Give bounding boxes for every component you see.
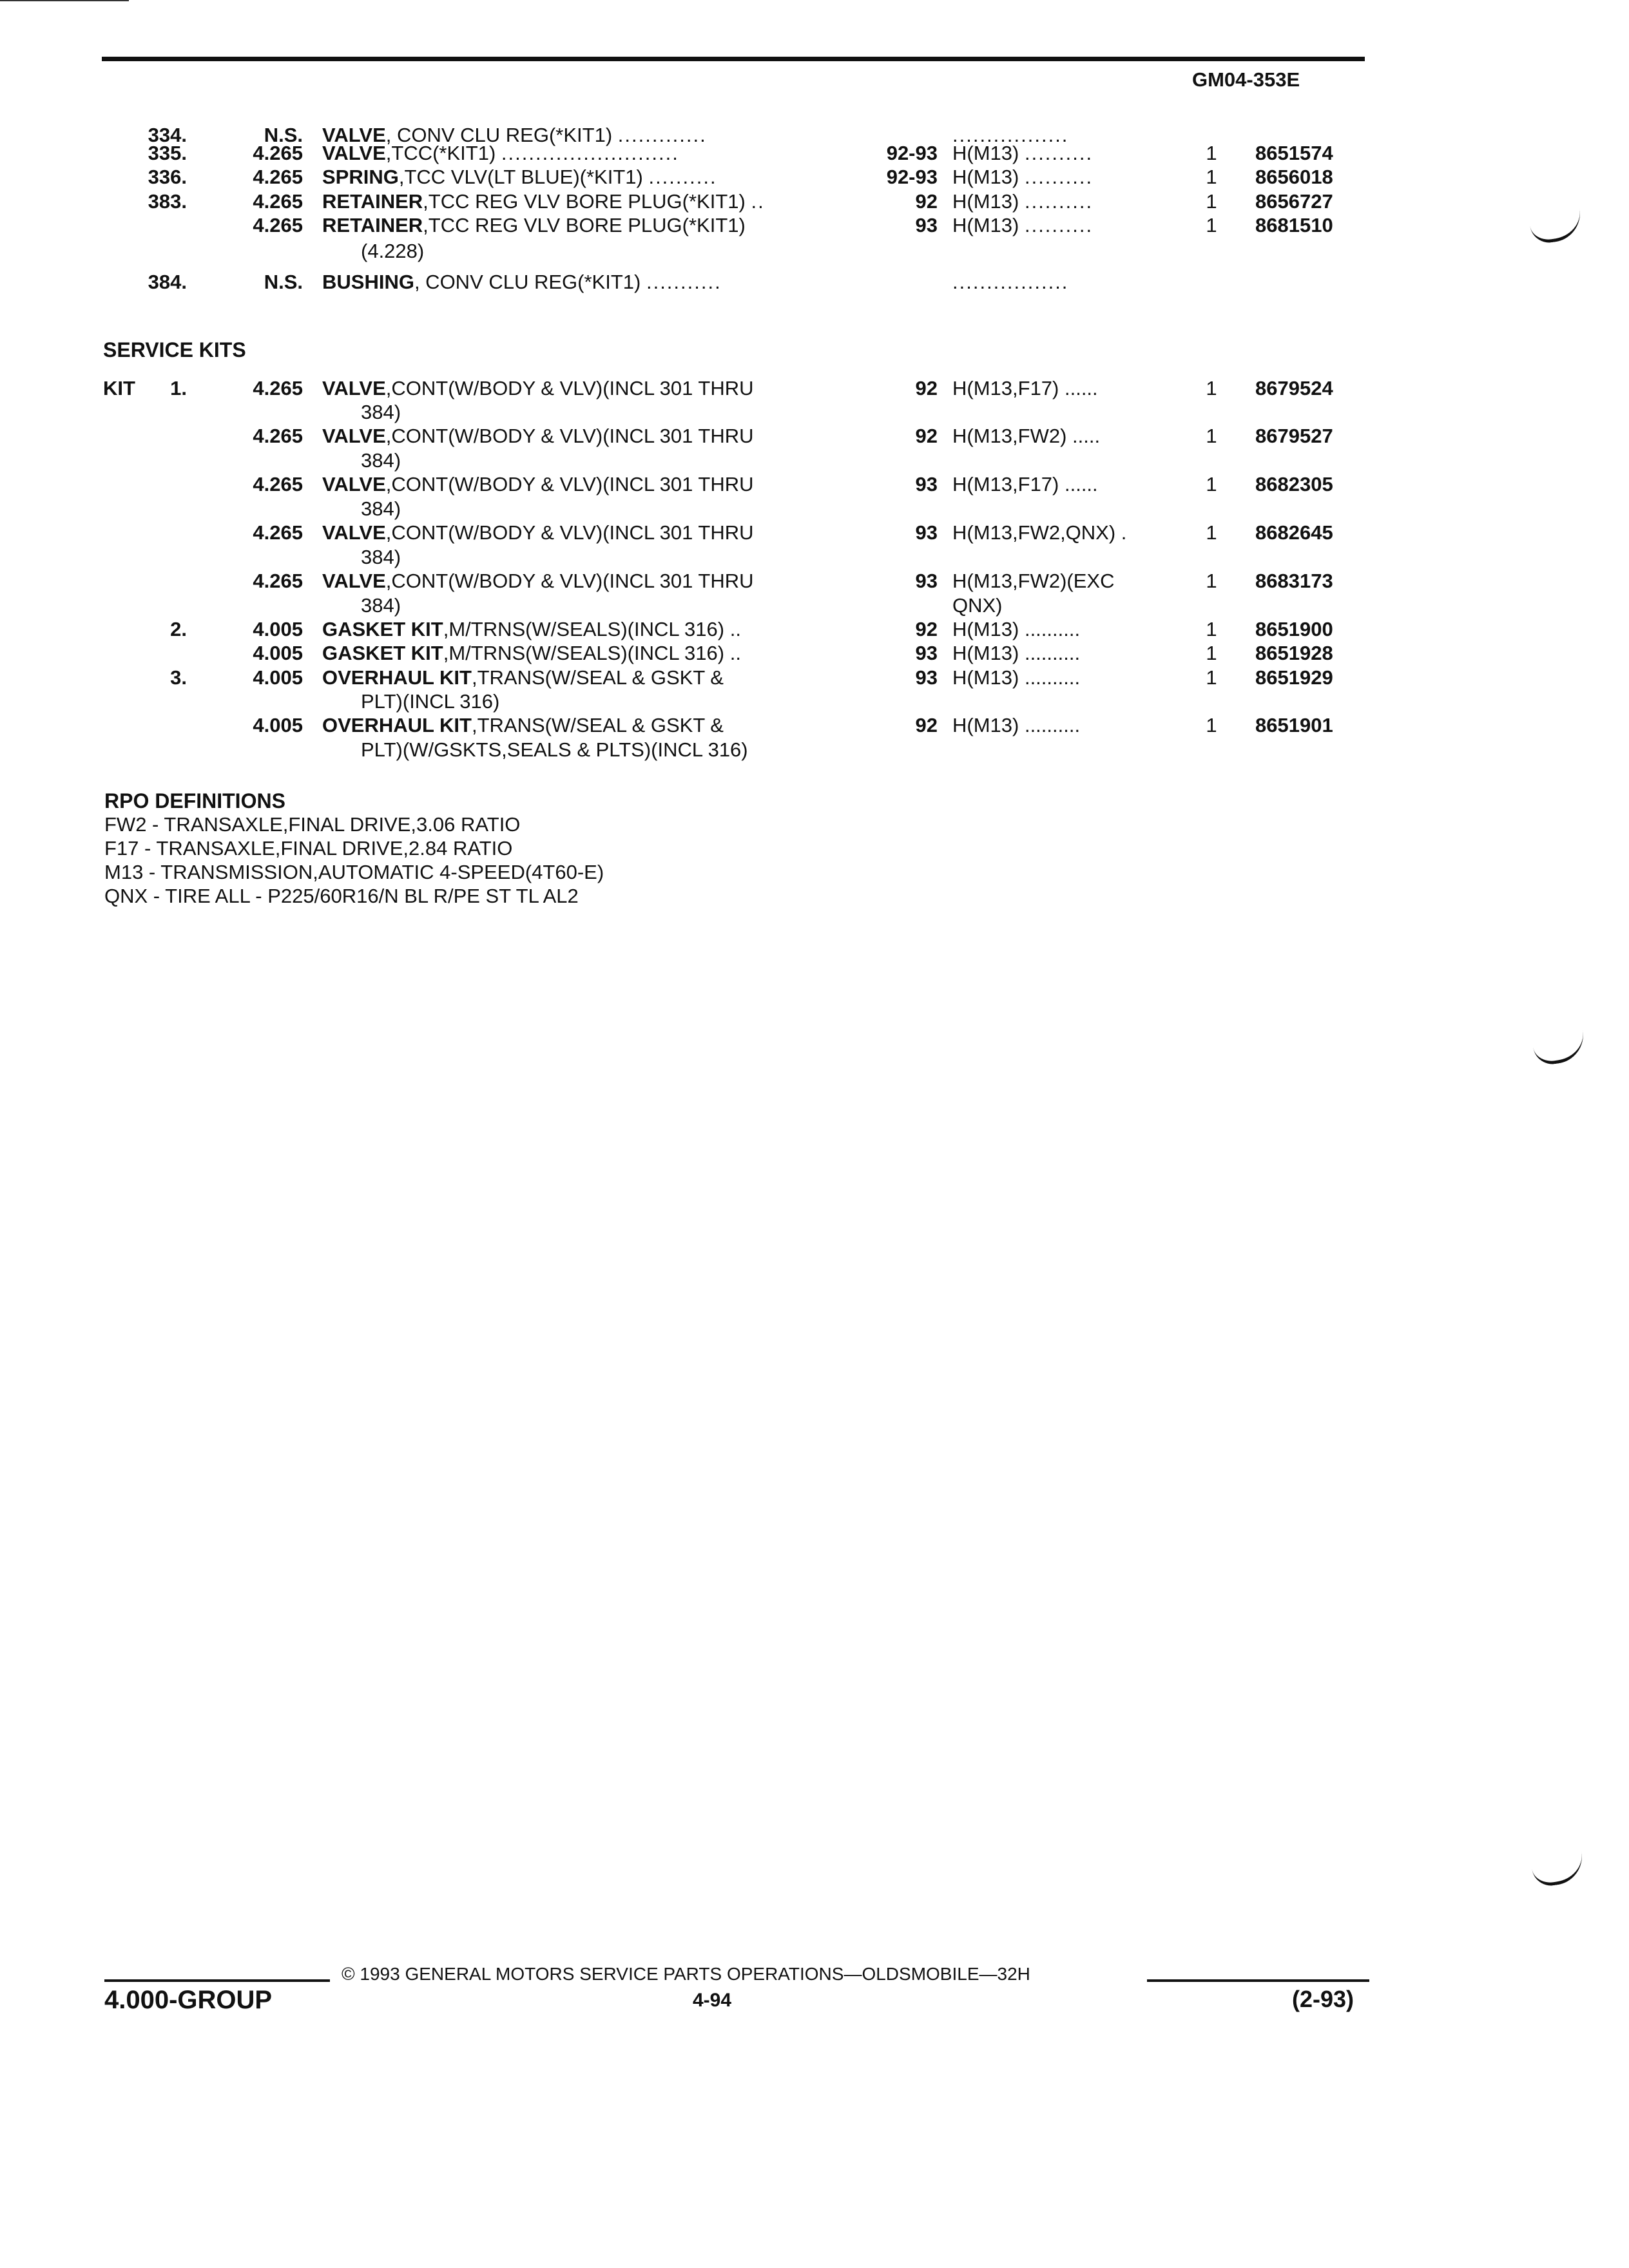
part-description xyxy=(322,377,754,400)
part-name: OVERHAUL KIT xyxy=(322,714,472,736)
kit-row xyxy=(0,425,1629,448)
usage-dots: .......... xyxy=(1024,166,1094,188)
part-detail: ,CONT(W/BODY & VLV)(INCL 301 THRU xyxy=(385,473,754,495)
ref-number: 334. xyxy=(148,124,187,146)
part-name: VALVE xyxy=(322,142,386,164)
part-number: 8682645 xyxy=(1255,521,1333,544)
quantity: 1 xyxy=(1206,570,1217,592)
usage-code: H(M13) .......... xyxy=(952,618,1081,640)
usage-text: H(M13) xyxy=(952,214,1019,236)
part-description xyxy=(322,473,754,496)
part-description xyxy=(322,190,765,213)
binder-mark xyxy=(1528,209,1583,245)
kit-row xyxy=(0,473,1629,496)
model-year: 93 xyxy=(915,473,938,495)
usage-code: H(M13,FW2) ..... xyxy=(952,425,1101,447)
part-row xyxy=(0,166,1629,189)
part-name: GASKET KIT xyxy=(322,618,443,640)
group-number: 4.265 xyxy=(253,377,303,399)
quantity: 1 xyxy=(1206,521,1217,544)
usage-text: H(M13) xyxy=(952,190,1019,213)
usage-code: H(M13,FW2)(EXC xyxy=(952,570,1115,592)
kit-row xyxy=(0,618,1629,641)
part-number: 8651928 xyxy=(1255,642,1333,664)
part-description xyxy=(322,570,754,593)
part-description xyxy=(322,271,722,294)
model-year: 92 xyxy=(915,618,938,640)
rpo-item: QNX - TIRE ALL - P225/60R16/N BL R/PE ST TL AL2 xyxy=(104,885,579,907)
kit-row xyxy=(0,666,1629,689)
model-year: 93 xyxy=(915,666,938,689)
part-detail: ,CONT(W/BODY & VLV)(INCL 301 THRU xyxy=(385,521,754,544)
quantity: 1 xyxy=(1206,214,1217,236)
usage-dots: ................. xyxy=(952,271,1069,293)
usage-code: H(M13,FW2,QNX) . xyxy=(952,521,1127,544)
kit-row xyxy=(0,570,1629,593)
footer-copyright: © 1993 GENERAL MOTORS SERVICE PARTS OPERATIONS—OLDSMOBILE—32H xyxy=(342,1964,1030,1984)
group-number: 4.265 xyxy=(253,190,303,213)
model-year: 93 xyxy=(915,570,938,592)
model-year: 92 xyxy=(915,425,938,447)
part-detail: ,CONT(W/BODY & VLV)(INCL 301 THRU xyxy=(385,377,754,399)
usage-code xyxy=(952,214,1093,237)
document-id: GM04-353E xyxy=(1192,68,1300,91)
header-rule xyxy=(102,57,1365,61)
part-name: VALVE xyxy=(322,570,386,592)
usage-code: H(M13) .......... xyxy=(952,642,1081,664)
part-detail: ,TRANS(W/SEAL & GSKT & xyxy=(471,714,724,736)
part-detail: , CONV CLU REG(*KIT1) xyxy=(414,271,641,293)
group-number: 4.005 xyxy=(253,642,303,664)
group-number: 4.265 xyxy=(253,425,303,447)
model-year: 93 xyxy=(915,642,938,664)
part-name: VALVE xyxy=(322,425,386,447)
quantity: 1 xyxy=(1206,666,1217,689)
part-name: SPRING xyxy=(322,166,399,188)
quantity: 1 xyxy=(1206,714,1217,736)
usage-continuation: QNX) xyxy=(952,594,1003,617)
model-year: 93 xyxy=(915,521,938,544)
group-number: 4.265 xyxy=(253,214,303,236)
usage-code: H(M13) .......... xyxy=(952,714,1081,736)
part-detail: ,TCC REG VLV BORE PLUG(*KIT1) xyxy=(423,214,746,236)
footer-page-number: 4-94 xyxy=(693,1990,732,2011)
quantity: 1 xyxy=(1206,473,1217,495)
usage-code: H(M13,F17) ...... xyxy=(952,473,1098,495)
usage-text: H(M13) xyxy=(952,166,1019,188)
part-description xyxy=(322,166,717,189)
part-detail: ,TCC VLV(LT BLUE)(*KIT1) xyxy=(398,166,643,188)
description-continuation: PLT)(W/GSKTS,SEALS & PLTS)(INCL 316) xyxy=(361,738,748,761)
quantity: 1 xyxy=(1206,190,1217,213)
part-name: VALVE xyxy=(322,521,386,544)
part-description xyxy=(322,618,741,641)
model-year: 92 xyxy=(915,190,938,213)
kit-row xyxy=(0,642,1629,665)
kit-row xyxy=(0,521,1629,544)
part-detail: ,TCC(*KIT1) xyxy=(385,142,496,164)
part-number: 8683173 xyxy=(1255,570,1333,592)
binder-mark xyxy=(1530,1852,1585,1888)
model-year: 92 xyxy=(915,377,938,399)
ref-number: 1. xyxy=(170,377,187,399)
part-number: 8679527 xyxy=(1255,425,1333,447)
part-number: 8651900 xyxy=(1255,618,1333,640)
part-detail: ,M/TRNS(W/SEALS)(INCL 316) .. xyxy=(443,642,741,664)
group-number: 4.265 xyxy=(253,570,303,592)
part-name: GASKET KIT xyxy=(322,642,443,664)
part-row xyxy=(0,271,1629,294)
footer-rule-right xyxy=(1147,1979,1369,1982)
part-number: 8679524 xyxy=(1255,377,1333,399)
leader-dots: ............. xyxy=(617,124,707,146)
part-name: RETAINER xyxy=(322,190,423,213)
part-number: 8651929 xyxy=(1255,666,1333,689)
leader-dots: ........... xyxy=(646,271,722,293)
description-continuation: 384) xyxy=(361,449,401,472)
usage-code: H(M13) .......... xyxy=(952,666,1081,689)
usage-dots: .......... xyxy=(1024,214,1094,236)
leader-dots: .......................... xyxy=(501,142,679,164)
part-row xyxy=(0,214,1629,237)
quantity: 1 xyxy=(1206,642,1217,664)
quantity: 1 xyxy=(1206,618,1217,640)
ref-number: 2. xyxy=(170,618,187,640)
part-number: 8656727 xyxy=(1255,190,1333,213)
part-detail: ,TRANS(W/SEAL & GSKT & xyxy=(471,666,724,689)
ref-number: 384. xyxy=(148,271,187,293)
usage-dots: .......... xyxy=(1024,142,1094,164)
quantity: 1 xyxy=(1206,377,1217,399)
footer-date: (2-93) xyxy=(1292,1986,1354,2012)
rpo-item: F17 - TRANSAXLE,FINAL DRIVE,2.84 RATIO xyxy=(104,837,513,860)
group-number: 4.005 xyxy=(253,714,303,736)
kit-row xyxy=(0,714,1629,737)
usage-code xyxy=(952,142,1093,165)
part-name: VALVE xyxy=(322,473,386,495)
part-description xyxy=(322,714,724,737)
quantity: 1 xyxy=(1206,425,1217,447)
ref-number: 336. xyxy=(148,166,187,188)
usage-code xyxy=(952,166,1093,189)
part-description xyxy=(322,642,741,665)
model-year: 92 xyxy=(915,714,938,736)
leader-dots: .......... xyxy=(648,166,717,188)
quantity: 1 xyxy=(1206,142,1217,164)
scan-corner-line xyxy=(0,0,129,1)
part-detail: ,CONT(W/BODY & VLV)(INCL 301 THRU xyxy=(385,425,754,447)
kit-label: KIT xyxy=(103,377,135,399)
group-number: N.S. xyxy=(264,124,303,146)
footer-group-label: 4.000-GROUP xyxy=(104,1986,273,2014)
part-description xyxy=(322,142,679,165)
kit-row xyxy=(0,377,1629,400)
part-name: VALVE xyxy=(322,377,386,399)
part-row xyxy=(0,142,1629,165)
binder-mark xyxy=(1532,1031,1586,1067)
group-number: 4.005 xyxy=(253,666,303,689)
part-description xyxy=(322,521,754,544)
description-continuation: 384) xyxy=(361,401,401,423)
part-detail: ,CONT(W/BODY & VLV)(INCL 301 THRU xyxy=(385,570,754,592)
part-detail: , CONV CLU REG(*KIT1) xyxy=(385,124,613,146)
model-year: 92-93 xyxy=(886,166,938,188)
usage-dots: .......... xyxy=(1024,190,1094,213)
description-continuation: 384) xyxy=(361,497,401,520)
rpo-item: M13 - TRANSMISSION,AUTOMATIC 4-SPEED(4T60-E) xyxy=(104,861,604,883)
description-continuation: (4.228) xyxy=(361,240,425,262)
usage-code: H(M13,F17) ...... xyxy=(952,377,1098,399)
description-continuation: 384) xyxy=(361,546,401,568)
group-number: 4.265 xyxy=(253,521,303,544)
model-year: 93 xyxy=(915,214,938,236)
ref-number: 335. xyxy=(148,142,187,164)
part-number: 8651574 xyxy=(1255,142,1333,164)
footer-rule-left xyxy=(104,1979,330,1982)
description-continuation: PLT)(INCL 316) xyxy=(361,690,500,713)
usage-dots: ................. xyxy=(952,124,1069,146)
quantity: 1 xyxy=(1206,166,1217,188)
group-number: 4.265 xyxy=(253,142,303,164)
part-row xyxy=(0,190,1629,213)
part-number: 8656018 xyxy=(1255,166,1333,188)
group-number: 4.265 xyxy=(253,473,303,495)
part-number: 8682305 xyxy=(1255,473,1333,495)
leader-dots: .. xyxy=(751,190,765,213)
part-name: VALVE xyxy=(322,124,386,146)
usage-code xyxy=(952,190,1093,213)
rpo-item: FW2 - TRANSAXLE,FINAL DRIVE,3.06 RATIO xyxy=(104,813,521,836)
part-number: 8681510 xyxy=(1255,214,1333,236)
part-description xyxy=(322,425,754,448)
part-name: RETAINER xyxy=(322,214,423,236)
rpo-title: RPO DEFINITIONS xyxy=(104,789,285,812)
part-number: 8651901 xyxy=(1255,714,1333,736)
group-number: 4.005 xyxy=(253,618,303,640)
part-description xyxy=(322,666,724,689)
usage-text: H(M13) xyxy=(952,142,1019,164)
description-continuation: 384) xyxy=(361,594,401,617)
ref-number: 383. xyxy=(148,190,187,213)
service-kits-title: SERVICE KITS xyxy=(103,338,246,361)
part-name: OVERHAUL KIT xyxy=(322,666,472,689)
part-name: BUSHING xyxy=(322,271,414,293)
part-description xyxy=(322,214,746,237)
ref-number: 3. xyxy=(170,666,187,689)
model-year: 92-93 xyxy=(886,142,938,164)
group-number: N.S. xyxy=(264,271,303,293)
group-number: 4.265 xyxy=(253,166,303,188)
part-detail: ,TCC REG VLV BORE PLUG(*KIT1) xyxy=(423,190,746,213)
part-detail: ,M/TRNS(W/SEALS)(INCL 316) .. xyxy=(443,618,741,640)
